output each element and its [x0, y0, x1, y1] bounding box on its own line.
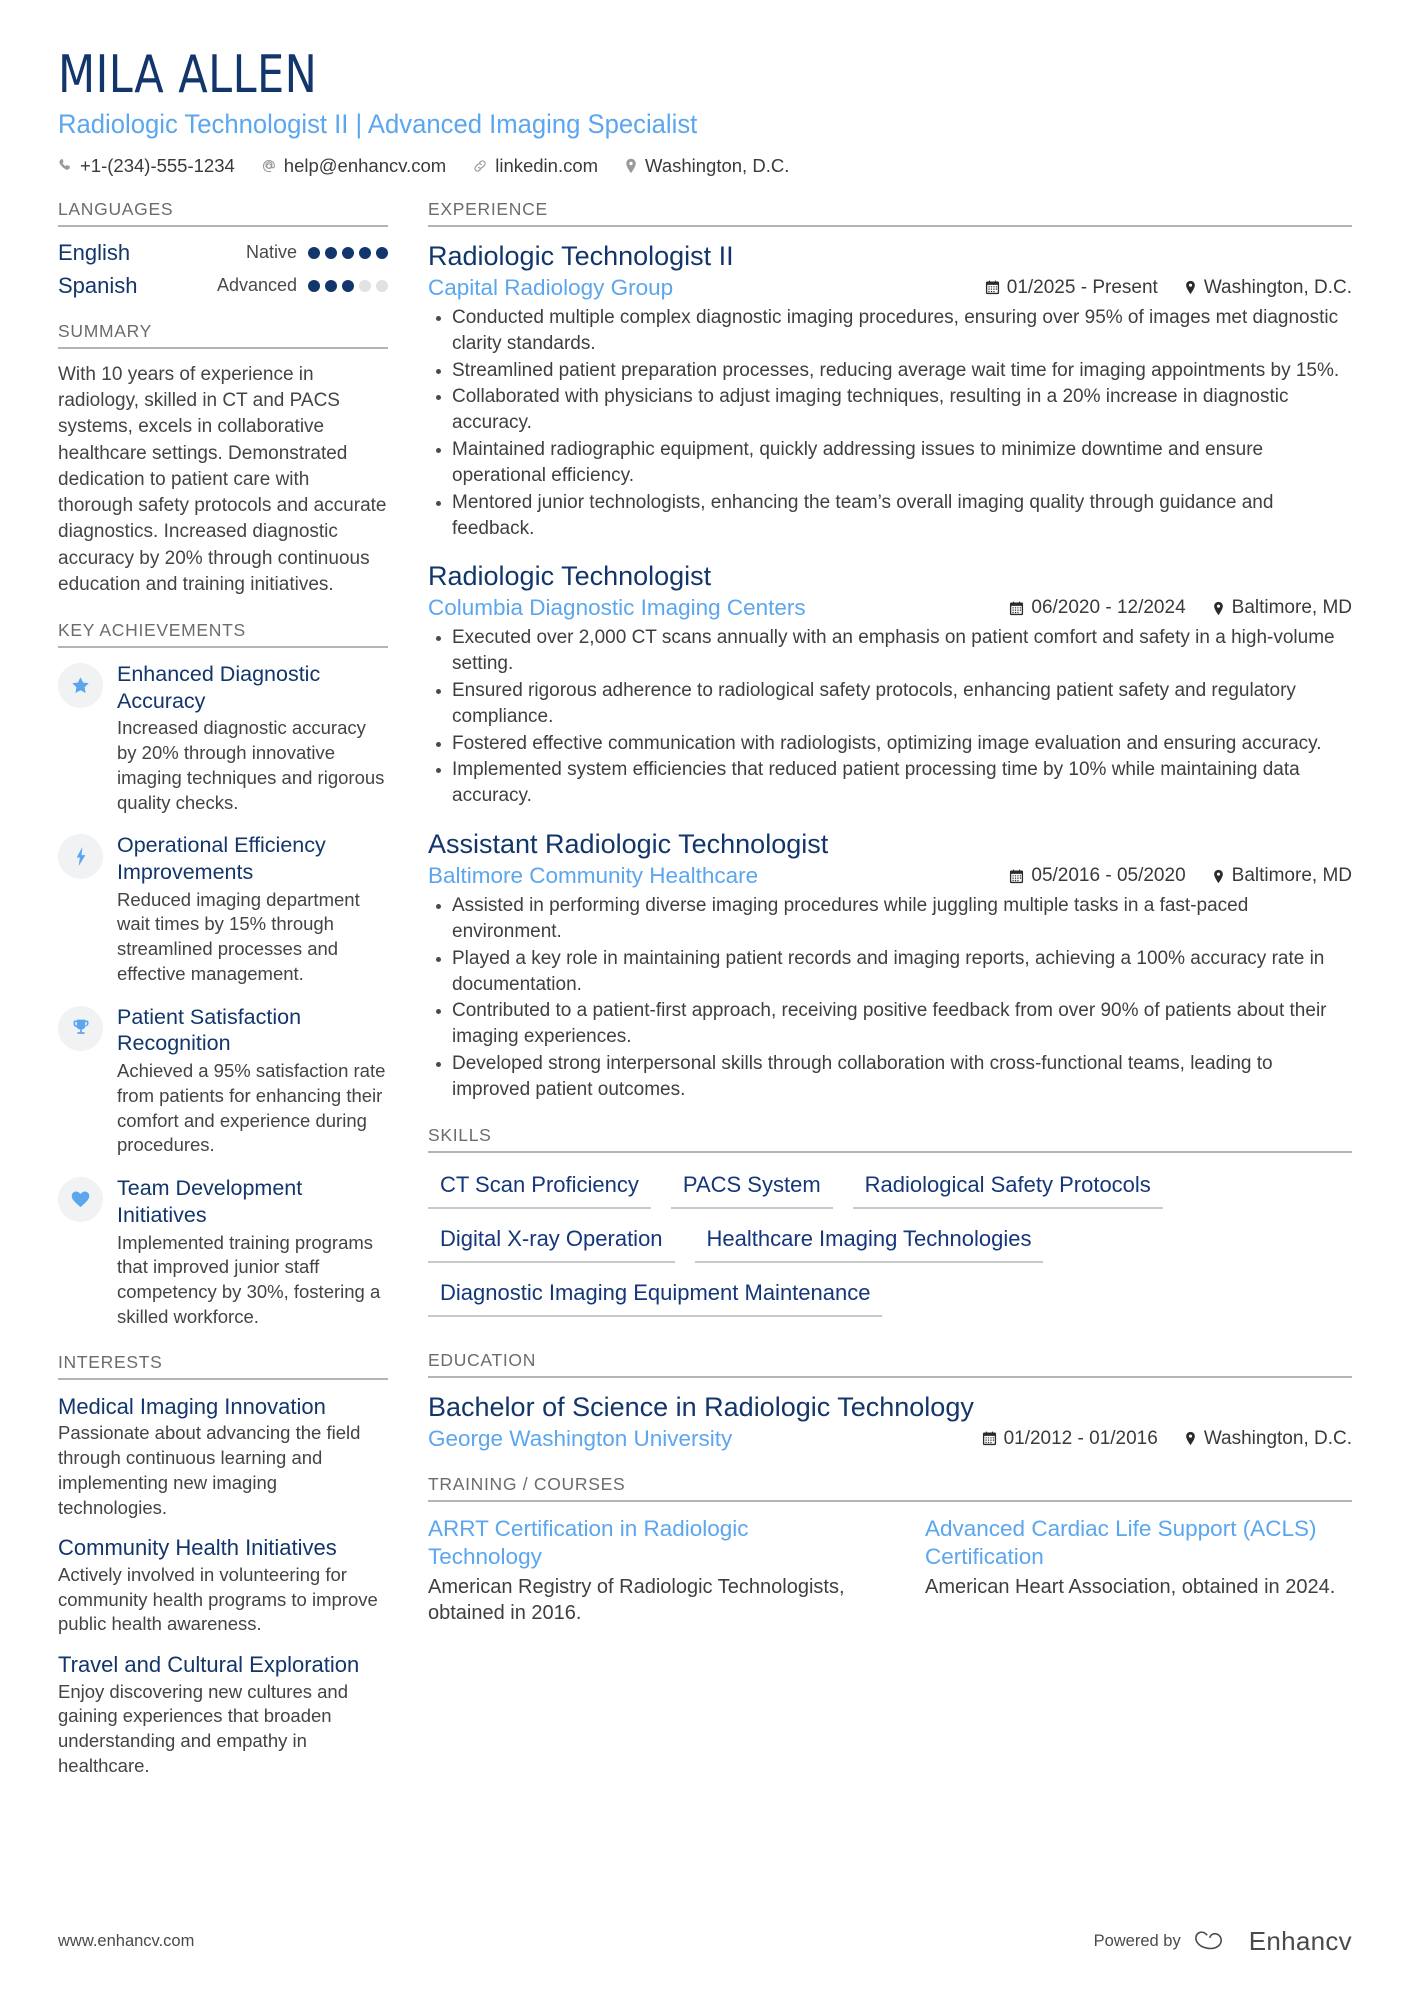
- section-title-key-achievements: KEY ACHIEVEMENTS: [58, 620, 388, 648]
- achievement-title: Enhanced Diagnostic Accuracy: [117, 661, 321, 713]
- job-dates: [1009, 865, 1185, 887]
- training-list: [428, 1515, 1352, 1627]
- language-rating: [308, 280, 388, 292]
- job-company: Capital Radiology Group: [428, 274, 674, 300]
- education-meta: [428, 1426, 1352, 1452]
- achievement-item: [58, 661, 388, 815]
- page-footer: [58, 1926, 1352, 1957]
- job-location: [1212, 597, 1352, 619]
- training-description: American Heart Association, obtained in 2024.: [925, 1576, 1336, 1599]
- powered-by-label: Powered by: [1093, 1932, 1181, 1950]
- language-level: Advanced: [216, 275, 297, 296]
- job-location: [1184, 277, 1352, 299]
- section-title-summary: SUMMARY: [58, 321, 388, 349]
- skill-tag[interactable]: Healthcare Imaging Technologies: [695, 1220, 1044, 1263]
- job-location-text: Baltimore, MD: [1231, 865, 1352, 887]
- job-dates-text: 01/2025 - Present: [1006, 276, 1158, 298]
- section-key-achievements: [58, 620, 388, 1330]
- language-item: [58, 273, 388, 299]
- skill-tag[interactable]: CT Scan Proficiency: [428, 1166, 651, 1209]
- experience-item: [428, 560, 1352, 809]
- job-location-text: Washington, D.C.: [1203, 276, 1352, 298]
- job-meta: [428, 275, 1352, 301]
- achievement-description: Achieved a 95% satisfaction rate from patients for enhancing their comfort and experience during procedures.: [117, 1060, 386, 1156]
- skills-list: [428, 1166, 1352, 1328]
- language-name: English: [58, 239, 131, 265]
- main-column: [428, 199, 1352, 1648]
- interest-description: Passionate about advancing the field through continuous learning and implementing new imaging technologies.: [58, 1422, 361, 1518]
- section-title-education: EDUCATION: [428, 1350, 1352, 1378]
- skill-tag[interactable]: Diagnostic Imaging Equipment Maintenance: [428, 1274, 882, 1317]
- contact-phone[interactable]: [58, 155, 235, 177]
- interest-title: Travel and Cultural Exploration: [58, 1652, 360, 1678]
- interest-title: Community Health Initiatives: [58, 1535, 337, 1561]
- achievement-body: [117, 661, 388, 815]
- experience-item: [428, 828, 1352, 1103]
- achievement-item: [58, 1175, 388, 1329]
- trophy-icon: [58, 1006, 103, 1051]
- page-title: MILA ALLEN: [58, 45, 318, 105]
- job-bullet: Played a key role in maintaining patient records and imaging reports, achieving a 100% accuracy rate in documentation.: [450, 946, 1352, 998]
- location-icon: [1212, 869, 1225, 884]
- footer-url[interactable]: www.enhancv.com: [58, 1932, 195, 1950]
- job-bullet: Collaborated with physicians to adjust imaging techniques, resulting in a 20% increase in diagnostic accuracy.: [450, 384, 1352, 436]
- section-title-training: TRAINING / COURSES: [428, 1474, 1352, 1502]
- location-icon: [624, 158, 638, 174]
- job-dates-text: 05/2016 - 05/2020: [1031, 865, 1186, 887]
- brand-name: Enhancv: [1248, 1926, 1352, 1956]
- skill-tag[interactable]: Radiological Safety Protocols: [853, 1166, 1163, 1209]
- job-title: Radiologic Technologist: [428, 561, 712, 592]
- contact-location-text: Washington, D.C.: [645, 154, 790, 176]
- section-training: [428, 1474, 1352, 1627]
- contact-phone-text: +1-(234)-555-1234: [80, 154, 235, 176]
- location-icon: [1184, 1431, 1197, 1446]
- training-title: Advanced Cardiac Life Support (ACLS) Certification: [925, 1515, 1317, 1569]
- section-skills: [428, 1125, 1352, 1328]
- calendar-icon: [985, 280, 1000, 295]
- achievement-item: [58, 832, 388, 986]
- rating-dot: [359, 280, 371, 292]
- link-icon: [472, 158, 488, 174]
- interest-description: Enjoy discovering new cultures and gaining experiences that broaden understanding and empathy in healthcare.: [58, 1680, 348, 1777]
- skill-tag[interactable]: PACS System: [671, 1166, 833, 1209]
- job-title: Radiologic Technologist II: [428, 240, 734, 271]
- rating-dot: [359, 247, 371, 259]
- education-dates-text: 01/2012 - 01/2016: [1003, 1427, 1158, 1449]
- achievement-description: Increased diagnostic accuracy by 20% through innovative imaging techniques and rigorous quality checks.: [117, 717, 385, 813]
- job-bullet: Contributed to a patient-first approach, receiving positive feedback from over 90% of patients about their imaging experiences.: [450, 998, 1352, 1050]
- language-item: [58, 240, 388, 266]
- job-meta: [428, 863, 1352, 889]
- education-location: [1184, 1428, 1352, 1450]
- job-bullet: Mentored junior technologists, enhancing the team’s overall imaging quality through guidance and feedback.: [450, 490, 1352, 542]
- education-item: [428, 1391, 1352, 1452]
- job-location: [1212, 865, 1352, 887]
- interest-title: Medical Imaging Innovation: [58, 1393, 326, 1419]
- experience-item: [428, 240, 1352, 541]
- job-bullet: Implemented system efficiencies that reduced patient processing time by 10% while maintaining data accuracy.: [450, 757, 1352, 809]
- contact-link-text: linkedin.com: [495, 154, 599, 176]
- job-bullet: Conducted multiple complex diagnostic imaging procedures, ensuring over 95% of images met diagnostic clarity standards.: [450, 305, 1352, 357]
- interest-item: [58, 1393, 388, 1521]
- job-bullets: [428, 305, 1352, 541]
- achievement-title: Patient Satisfaction Recognition: [117, 1004, 302, 1056]
- job-bullet: Streamlined patient preparation processes, reducing average wait time for imaging appointments by 15%.: [450, 358, 1352, 384]
- achievement-body: [117, 1175, 388, 1329]
- rating-dot: [342, 247, 354, 259]
- email-icon: [261, 158, 277, 174]
- job-location-text: Baltimore, MD: [1231, 597, 1352, 619]
- rating-dot: [376, 247, 388, 259]
- location-icon: [1212, 601, 1225, 616]
- education-school: George Washington University: [428, 1425, 733, 1451]
- skill-tag[interactable]: Digital X-ray Operation: [428, 1220, 675, 1263]
- contact-row: [58, 155, 1352, 177]
- training-title: ARRT Certification in Radiologic Technology: [428, 1515, 749, 1569]
- sidebar: [58, 199, 388, 1801]
- achievement-body: [117, 832, 388, 986]
- interest-item: [58, 1651, 388, 1779]
- job-bullet: Maintained radiographic equipment, quickly addressing issues to minimize downtime and ensure operational efficiency.: [450, 437, 1352, 489]
- professional-headline: Radiologic Technologist II | Advanced Imaging Specialist: [58, 109, 698, 140]
- job-company: Columbia Diagnostic Imaging Centers: [428, 595, 806, 621]
- job-title: Assistant Radiologic Technologist: [428, 829, 829, 860]
- education-dates: [982, 1428, 1158, 1450]
- contact-email-text: help@enhancv.com: [283, 154, 447, 176]
- rating-dot: [325, 280, 337, 292]
- lightning-bolt-icon: [58, 834, 103, 879]
- section-title-skills: SKILLS: [428, 1125, 1352, 1153]
- job-bullet: Fostered effective communication with radiologists, optimizing image evaluation and ensuring accuracy.: [450, 731, 1352, 757]
- enhancv-logo-icon: [1194, 1929, 1236, 1955]
- footer-brand: [1094, 1926, 1352, 1957]
- language-level: Native: [245, 242, 297, 263]
- section-title-interests: INTERESTS: [58, 1352, 388, 1380]
- training-item: [925, 1515, 1352, 1627]
- job-bullet: Assisted in performing diverse imaging procedures while juggling multiple tasks in a fast-paced environment.: [450, 893, 1352, 945]
- rating-dot: [308, 247, 320, 259]
- achievement-title: Team Development Initiatives: [117, 1176, 303, 1227]
- section-interests: [58, 1352, 388, 1779]
- training-description: American Registry of Radiologic Technologists, obtained in 2016.: [428, 1576, 845, 1625]
- training-item: [428, 1515, 855, 1627]
- job-bullet: Developed strong interpersonal skills through collaboration with cross-functional teams, leading to improved patient outcomes.: [450, 1051, 1352, 1103]
- rating-dot: [376, 280, 388, 292]
- calendar-icon: [982, 1431, 997, 1446]
- contact-location: [624, 155, 789, 177]
- rating-dot: [342, 280, 354, 292]
- education-degree: Bachelor of Science in Radiologic Technology: [428, 1391, 974, 1422]
- rating-dot: [325, 247, 337, 259]
- section-languages: [58, 199, 388, 299]
- job-meta: [428, 595, 1352, 621]
- phone-icon: [58, 158, 73, 173]
- achievement-title: Operational Efficiency Improvements: [117, 833, 326, 885]
- section-education: [428, 1350, 1352, 1452]
- job-bullets: [428, 625, 1352, 809]
- job-bullet: Ensured rigorous adherence to radiological safety protocols, enhancing patient safety and regulatory compliance.: [450, 678, 1352, 730]
- section-summary: [58, 321, 388, 598]
- calendar-icon: [1009, 601, 1024, 616]
- achievement-description: Reduced imaging department wait times by 15% through streamlined processes and effective management.: [117, 888, 360, 985]
- job-dates-text: 06/2020 - 12/2024: [1031, 597, 1186, 619]
- contact-email[interactable]: [261, 155, 446, 177]
- interest-item: [58, 1534, 388, 1637]
- resume-header: [58, 46, 1352, 177]
- section-experience: [428, 199, 1352, 1103]
- job-company: Baltimore Community Healthcare: [428, 863, 759, 889]
- language-rating: [308, 247, 388, 259]
- section-title-languages: LANGUAGES: [58, 199, 388, 227]
- rating-dot: [308, 280, 320, 292]
- calendar-icon: [1009, 869, 1024, 884]
- achievement-item: [58, 1004, 388, 1158]
- location-icon: [1184, 280, 1197, 295]
- contact-link[interactable]: [472, 155, 598, 177]
- achievement-description: Implemented training programs that improved junior staff competency by 30%, fostering a skilled workforce.: [117, 1231, 381, 1327]
- education-location-text: Washington, D.C.: [1203, 1427, 1352, 1449]
- interest-description: Actively involved in volunteering for community health programs to improve public health awareness.: [58, 1563, 378, 1635]
- job-bullets: [428, 893, 1352, 1103]
- language-name: Spanish: [58, 272, 138, 298]
- star-icon: [58, 663, 103, 708]
- job-dates: [985, 277, 1158, 299]
- achievement-body: [117, 1004, 388, 1158]
- job-bullet: Executed over 2,000 CT scans annually with an emphasis on patient comfort and safety in a high-volume setting.: [450, 625, 1352, 677]
- heart-icon: [58, 1177, 103, 1222]
- section-title-experience: EXPERIENCE: [428, 199, 1352, 227]
- job-dates: [1009, 597, 1185, 619]
- summary-text: With 10 years of experience in radiology, skilled in CT and PACS systems, excels in collaborative healthcare settings. Demonstrated dedication to patient care with thorough safety protocols and accurate diagnostics. Increased diagnostic accuracy by 20% through continuous education and training initiatives.: [58, 363, 387, 595]
- resume-body: [58, 199, 1352, 1801]
